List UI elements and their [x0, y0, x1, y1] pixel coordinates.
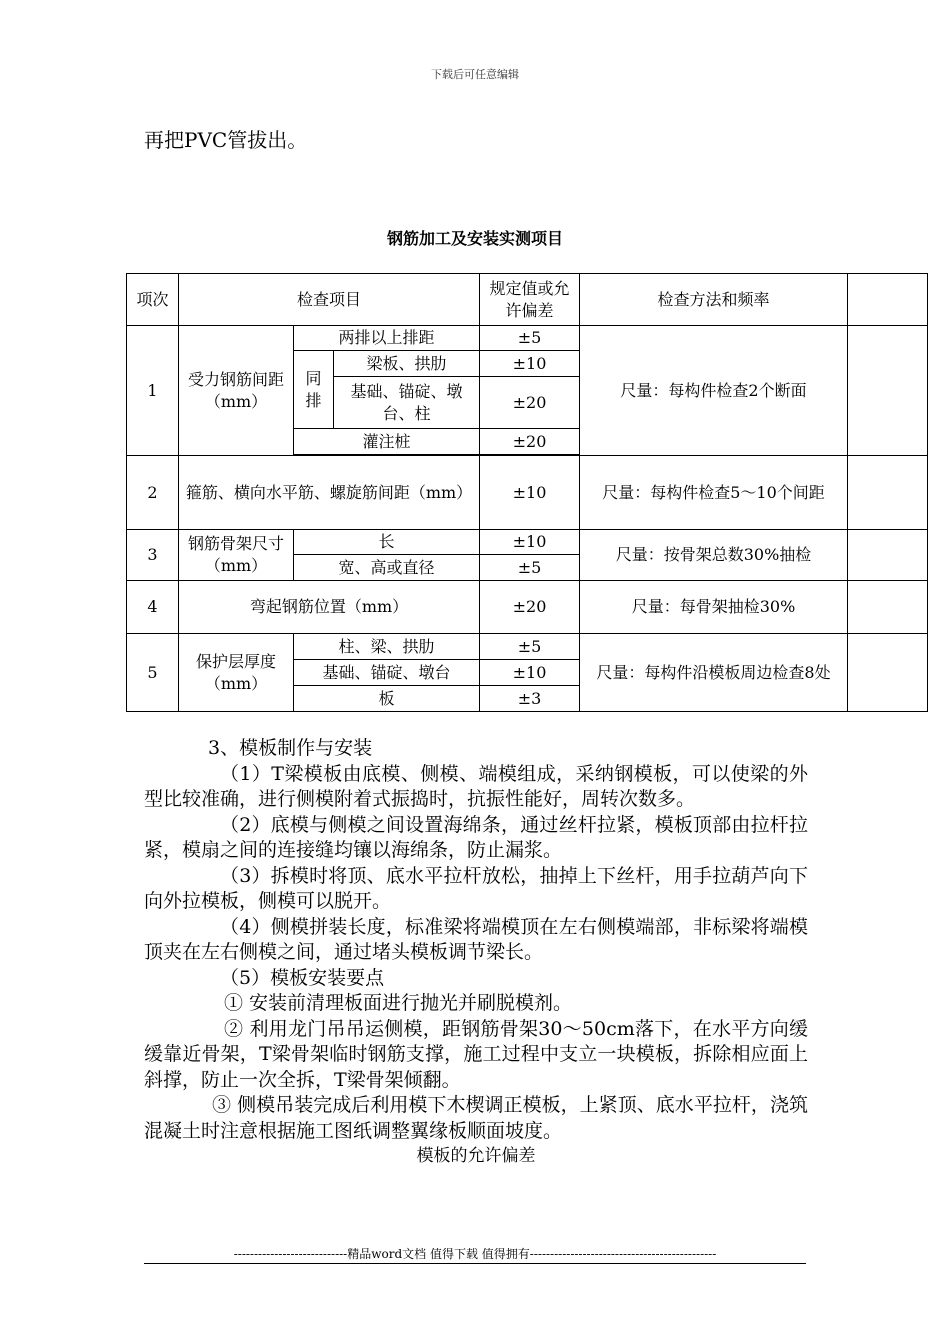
row1-val3: ±20: [480, 377, 580, 429]
row1-no: 1: [127, 326, 179, 456]
paragraph-3: （3）拆模时将顶、底水平拉杆放松，抽掉上下丝杆，用手拉葫芦向下向外拉模板，侧模可以脱开。: [144, 864, 808, 912]
table-title: 钢筋加工及安装实测项目: [386, 229, 563, 248]
row2-item: 箍筋、横向水平筋、螺旋筋间距（mm）: [179, 456, 480, 530]
row5-sub3: 板: [294, 686, 480, 712]
header-value: 规定值或允许偏差: [480, 274, 580, 326]
intro-text: 再把PVC管拔出。: [144, 128, 308, 152]
header-item: 检查项目: [179, 274, 480, 326]
header-no: 项次: [127, 274, 179, 326]
row1-sub4: 灌注桩: [294, 429, 480, 455]
row3-no: 3: [127, 530, 179, 581]
row1-val1: ±5: [480, 326, 580, 351]
row2-no: 2: [127, 456, 179, 530]
row5-method: 尺量：每构件沿模板周边检查8处: [580, 634, 848, 712]
row3-sub2: 宽、高或直径: [294, 555, 480, 581]
next-table-caption: 模板的允许偏差: [416, 1146, 536, 1166]
table-row: [127, 326, 928, 351]
row5-extra: [848, 634, 928, 712]
table-row: [127, 530, 928, 555]
row4-method: 尺量：每骨架抽检30%: [580, 581, 848, 634]
row2-val: ±10: [480, 456, 580, 530]
step-2: ② 利用龙门吊吊运侧模，距钢筋骨架30～50cm落下，在水平方向缓缓靠近骨架，T梁骨架临时钢筋支撑，施工过程中支立一块模板，拆除相应面上斜撑，防止一次全拆，T梁骨架倾翻。: [144, 1017, 808, 1091]
row3-val2: ±5: [480, 555, 580, 581]
inspection-table: [126, 273, 928, 712]
paragraph-5: （5）模板安装要点: [220, 966, 385, 989]
row1-method: 尺量：每构件检查2个断面: [580, 326, 848, 456]
row1-sub3: 基础、锚碇、墩台、柱: [334, 377, 480, 429]
row2-extra: [848, 456, 928, 530]
row1-val4: ±20: [480, 429, 580, 455]
body-section: [144, 736, 808, 1170]
row5-val1: ±5: [480, 634, 580, 660]
row4-item: 弯起钢筋位置（mm）: [179, 581, 480, 634]
paragraph-4: （4）侧模拼装长度，标准梁将端模顶在左右侧模端部，非标梁将端模顶夹在左右侧模之间，通过堵头模板调节梁长。: [144, 915, 808, 963]
row3-val1: ±10: [480, 530, 580, 555]
table-row: [127, 456, 928, 530]
row1-val2: ±10: [480, 351, 580, 377]
row1-sub1: 两排以上排距: [294, 326, 480, 351]
footer-text: ----------------------------精品word文档 值得下载 值得拥有----------------------------------------------: [233, 1247, 717, 1261]
paragraph-2: （2）底模与侧模之间设置海绵条，通过丝杆拉紧，模板顶部由拉杆拉紧，模扇之间的连接缝均镶以海绵条，防止漏浆。: [144, 813, 808, 861]
row5-sub1: 柱、梁、拱肋: [294, 634, 480, 660]
table-row: [127, 581, 928, 634]
row4-no: 4: [127, 581, 179, 634]
row5-val2: ±10: [480, 660, 580, 686]
table-header-row: [127, 274, 928, 326]
footer-divider: [144, 1263, 806, 1264]
row4-extra: [848, 581, 928, 634]
header-extra: [848, 274, 928, 326]
header-method: 检查方法和频率: [580, 274, 848, 326]
paragraph-1: （1）T梁模板由底模、侧模、端模组成，采纳钢模板，可以使梁的外型比较准确，进行侧模附着式振捣时，抗振性能好，周转次数多。: [144, 762, 808, 810]
row1-group: 同排: [294, 351, 334, 429]
row3-method: 尺量：按骨架总数30%抽检: [580, 530, 848, 581]
section-heading: 3、模板制作与安装: [208, 737, 373, 759]
row3-sub1: 长: [294, 530, 480, 555]
row3-extra: [848, 530, 928, 581]
step-3: ③ 侧模吊装完成后利用模下木楔调正模板，上紧顶、底水平拉杆，浇筑混凝土时注意根据施工图纸调整翼缘板顺面坡度。: [144, 1094, 808, 1142]
row2-method: 尺量：每构件检查5～10个间距: [580, 456, 848, 530]
row5-sub2: 基础、锚碇、墩台: [294, 660, 480, 686]
row5-no: 5: [127, 634, 179, 712]
row4-val: ±20: [480, 581, 580, 634]
header-note: 下载后可任意编辑: [431, 68, 519, 81]
row1-sub2: 梁板、拱肋: [334, 351, 480, 377]
row3-item: 钢筋骨架尺寸（mm）: [179, 530, 294, 581]
step-1: ① 安装前清理板面进行抛光并刷脱模剂。: [224, 992, 573, 1014]
row5-item: 保护层厚度（mm）: [179, 634, 294, 712]
row1-item: 受力钢筋间距（mm）: [179, 326, 294, 456]
table-row: [127, 634, 928, 660]
row1-extra: [848, 326, 928, 456]
row5-val3: ±3: [480, 686, 580, 712]
